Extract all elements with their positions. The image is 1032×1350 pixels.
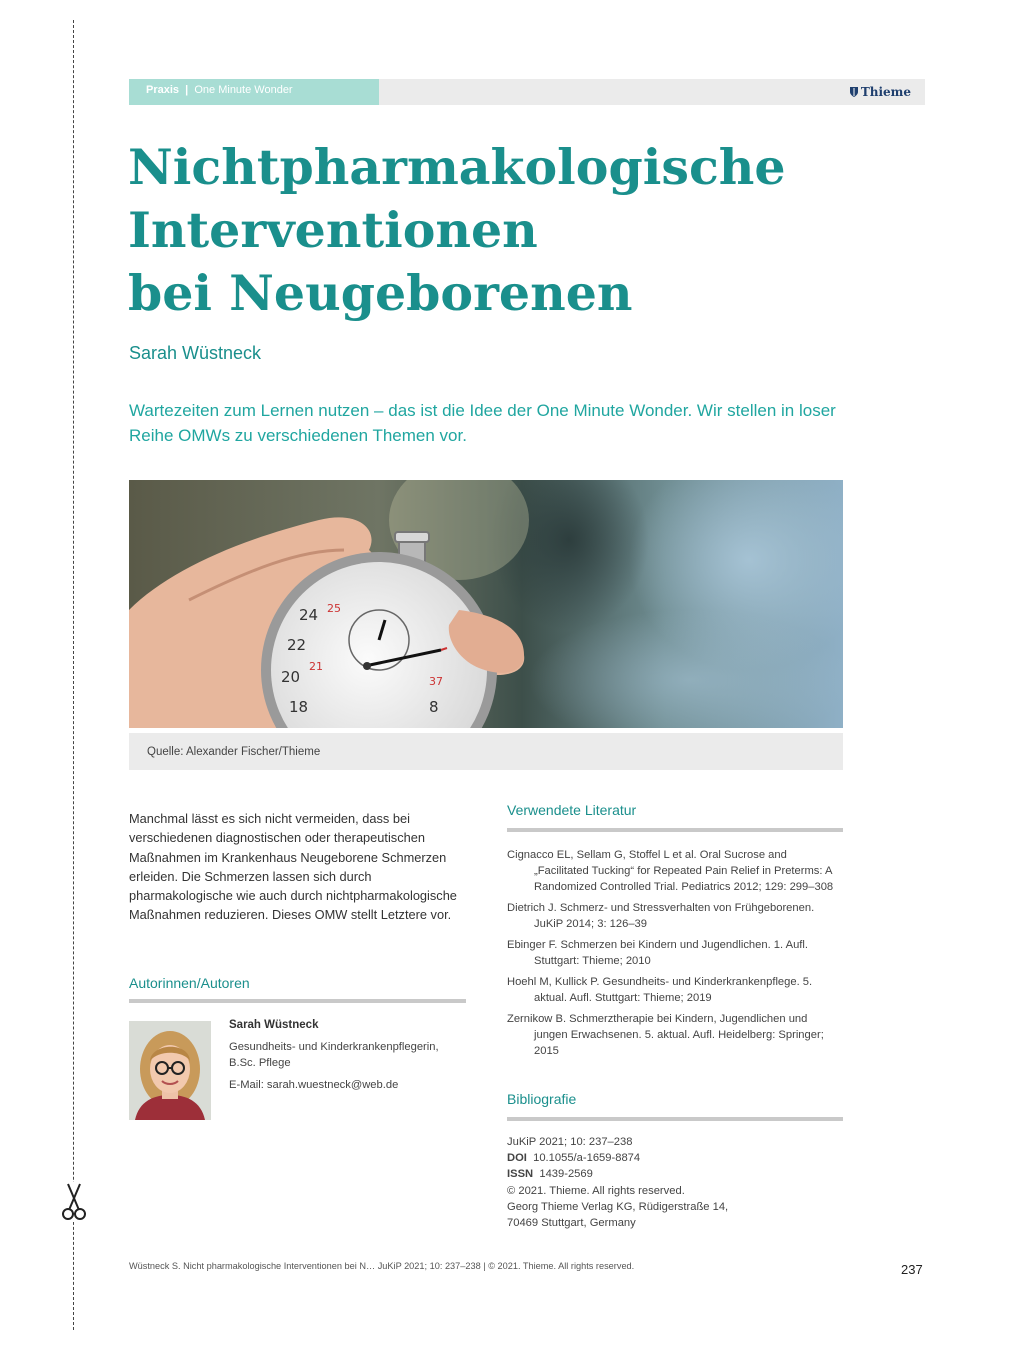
svg-text:21: 21: [309, 660, 323, 673]
thieme-crest-icon: [849, 86, 859, 98]
article-author: Sarah Wüstneck: [129, 343, 262, 363]
svg-text:18: 18: [289, 698, 309, 716]
literature-section: [507, 802, 843, 1064]
author-portrait: [129, 1021, 211, 1120]
bibliography-rule: [507, 1117, 843, 1121]
author-info: Gesundheits- und Kinderkrankenpflegerin, B.Sc. Pflege E-Mail: sarah.wuestneck@web.de: [229, 1039, 469, 1093]
authors-heading: Autorinnen/Autoren: [129, 975, 250, 991]
stopwatch-photo: [129, 480, 843, 728]
publisher-logo: Thieme: [849, 85, 911, 99]
svg-text:25: 25: [327, 602, 341, 615]
authors-rule: [129, 999, 466, 1003]
svg-text:37: 37: [429, 675, 443, 688]
svg-text:22: 22: [287, 636, 307, 654]
reference-item: Ebinger F. Schmerzen bei Kindern und Jugendlichen. 1. Aufl. Stuttgart: Thieme; 2010: [507, 939, 809, 967]
page-number: 237: [901, 1262, 923, 1277]
article-title: Nichtpharmakologische Interventionen bei Neugeborenen: [128, 138, 786, 322]
bibliography-details: JuKiP 2021; 10: 237–238 DOI 10.1055/a-1659-8874 ISSN 1439-2569 © 2021. Thieme. All rights reserved. Georg Thieme Verlag KG, Rüdigerstraße 14, 70469 Stuttgart, Germany: [507, 1136, 729, 1230]
bibliography-section: [507, 1091, 843, 1121]
article-lead: Wartezeiten zum Lernen nutzen – das ist die Idee der One Minute Wonder. Wir stellen in loser Reihe OMWs zu verschiedenen Themen vor.: [129, 401, 836, 445]
reference-item: Dietrich J. Schmerz- und Stressverhalten von Frühgeborenen. JuKiP 2014; 3: 126–39: [507, 902, 815, 930]
intro-paragraph: Manchmal lässt es sich nicht vermeiden, dass bei verschiedenen diagnostischen oder therapeutischen Maßnahmen im Krankenhaus Neugeborene Schmerzen erleiden. Die Schmerzen lassen sich durch pharmakologische wie auch durch nichtpharmakologische Maßnahmen reduzieren. Dieses OMW stellt Letztere vor.: [129, 811, 457, 923]
footer-citation: Wüstneck S. Nicht pharmakologische Interventionen bei N… JuKiP 2021; 10: 237–238 | © 2021. Thieme. All rights reserved.: [129, 1261, 635, 1271]
svg-text:24: 24: [299, 606, 319, 624]
header-band-right: [379, 79, 925, 105]
svg-text:20: 20: [281, 668, 301, 686]
bibliography-heading: Bibliografie: [507, 1091, 577, 1107]
authors-section: [129, 975, 466, 1003]
literature-heading: Verwendete Literatur: [507, 802, 637, 818]
image-caption: Quelle: Alexander Fischer/Thieme: [147, 746, 321, 758]
reference-item: Hoehl M, Kullick P. Gesundheits- und Kinderkrankenpflege. 5. aktual. Aufl. Stuttgart: Thieme; 2019: [507, 976, 813, 1004]
reference-item: Zernikow B. Schmerztherapie bei Kindern, Jugendlichen und jungen Erwachsenen. 5. aktual. Aufl. Heidelberg: Springer; 2015: [507, 1013, 824, 1057]
author-email: E-Mail: sarah.wuestneck@web.de: [229, 1079, 399, 1091]
cut-line: [73, 20, 74, 1330]
author-name: Sarah Wüstneck: [229, 1019, 319, 1031]
scissors-icon: [60, 1182, 88, 1222]
svg-text:8: 8: [429, 698, 439, 716]
reference-item: Cignacco EL, Sellam G, Stoffel L et al. Oral Sucrose and „Facilitated Tucking“ for Repeated Pain Relief in Preterms: A Randomized Controlled Trial. Pediatrics 2012; 129: 299–308: [507, 849, 834, 893]
literature-rule: [507, 828, 843, 832]
header-rubric: Praxis | One Minute Wonder: [146, 84, 293, 96]
